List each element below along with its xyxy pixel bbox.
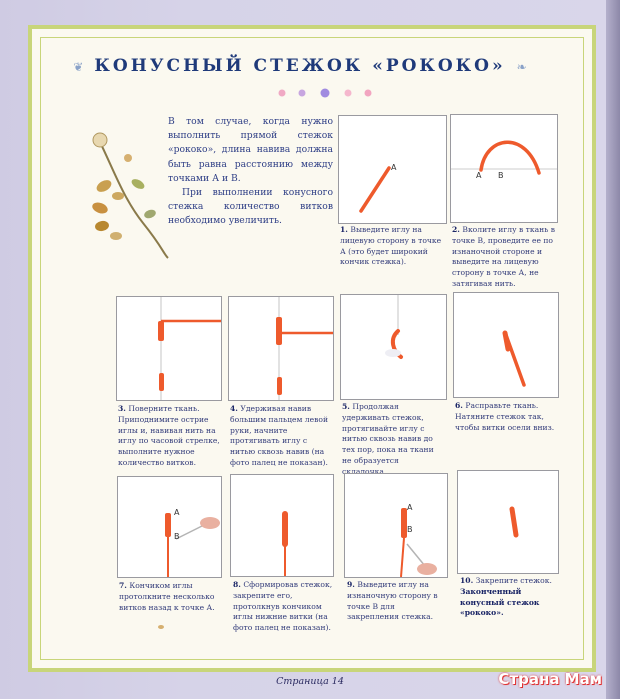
page-title: КОНУСНЫЙ СТЕЖОК «РОКОКО» [94, 56, 506, 76]
leaf-icon [156, 622, 166, 632]
book-edge [606, 0, 620, 699]
step-10-final-text: Законченный конусный стежок «рококо». [460, 586, 540, 618]
ornament-right-icon: ❧ [516, 59, 527, 74]
step-2-photo [450, 114, 558, 223]
step-8-photo [230, 474, 334, 577]
page-number: Страница 14 [276, 676, 344, 687]
step-9-caption: 9. Выведите иглу на изнаночную сторону в точке В для закрепления стежка. [347, 580, 438, 622]
watermark-logo: Страна Мам [498, 670, 602, 688]
step-7-caption: 7. Кончиком иглы протолкните несколько витков назад к точке А. [119, 581, 215, 612]
point-a-label: A [174, 508, 180, 517]
intro-paragraph-2: При выполнении конусного стежка количество витков необходимо увеличить. [168, 187, 333, 227]
title-row [40, 56, 560, 78]
step-10-photo [457, 470, 559, 574]
point-b-label: B [407, 525, 413, 534]
rose-illustration [88, 128, 173, 263]
point-a-label: A [476, 171, 482, 180]
flower-row-icon [270, 86, 380, 100]
step-10-caption: 10. Закрепите стежок. Законченный конусный стежок «рококо». [460, 576, 552, 618]
point-a-label: A [407, 503, 413, 512]
intro-text [168, 115, 333, 229]
ornament-left-icon: ❦ [73, 59, 84, 74]
step-7-photo [117, 476, 222, 578]
point-b-label: B [498, 171, 504, 180]
step-3-photo [116, 296, 222, 401]
step-1-photo [338, 115, 447, 224]
step-8-caption: 8. Сформировав стежок, закрепите его, протолкнув кончиком иглы нижние витки (на фото палец не показан). [233, 580, 333, 633]
step-6-photo [453, 292, 559, 398]
step-1-caption: 1. Выведите иглу на лицевую сторону в точке А (это будет широкий кончик стежка). [340, 225, 442, 267]
step-4-photo [228, 296, 334, 401]
intro-paragraph-1: В том случае, когда нужно выполнить прямой стежок «рококо», длина навива должна быть равна расстоянию между точками А и В. [168, 116, 333, 184]
step-5-photo [340, 294, 447, 400]
step-5-caption: 5. Продолжая удерживать стежок, протягивайте иглу с нитью сквозь навив до тех пор, пока на ткани не образуется складочка. [342, 402, 434, 476]
step-6-caption: 6. Расправьте ткань. Натяните стежок так, чтобы витки осели вниз. [455, 401, 555, 432]
step-9-photo [344, 473, 448, 578]
step-3-caption: 3. Поверните ткань. Приподнимите острие иглы и, навивая нить на иглу по часовой стрелке, выполните нужное количество витков. [118, 404, 220, 467]
step-4-caption: 4. Удерживая навив большим пальцем левой руки, начните протягивать иглу с нитью сквозь навив (на фото палец не показан). [230, 404, 329, 467]
step-2-caption: 2. Вколите иглу в ткань в точке В, проведите ее по изнаночной стороне и выведите на лицевую сторону в точке А, не затягивая нить. [452, 225, 556, 288]
point-b-label: B [174, 532, 180, 541]
point-a-label: A [391, 163, 397, 172]
